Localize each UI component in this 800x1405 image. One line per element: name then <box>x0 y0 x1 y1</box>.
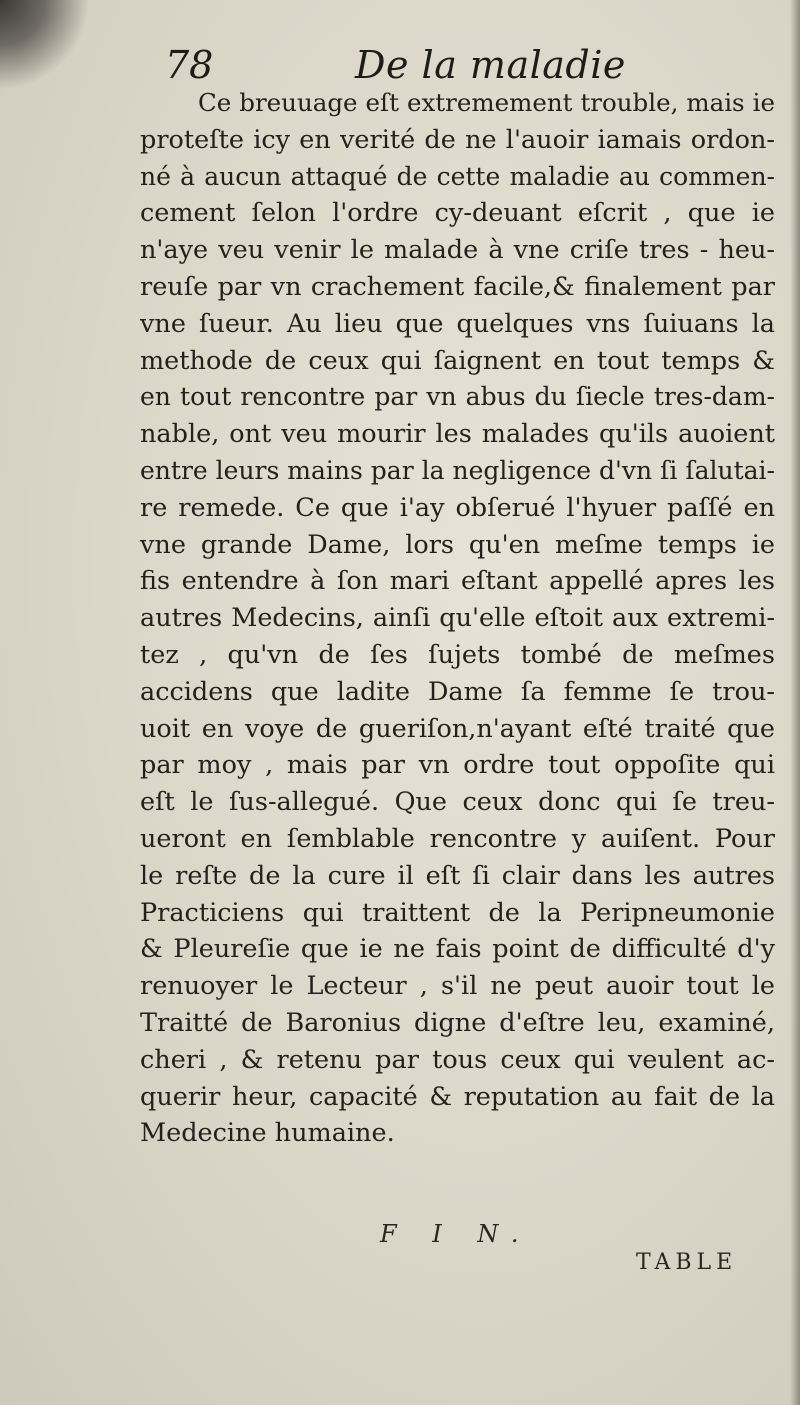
text-line: vne ſueur. Au lieu que quelques vns ſuiuans la <box>140 308 775 339</box>
running-title: De la maladie <box>355 43 626 87</box>
text-line: reuſe par vn crachement facile,& finalement par <box>140 271 775 302</box>
text-line: par moy , mais par vn ordre tout oppoſite qui <box>140 750 775 781</box>
text-line: Traitté de Baronius digne d'eſtre leu, examiné, <box>140 1007 775 1038</box>
text-line: eſt le ſus-allegué. Que ceux donc qui ſe treu- <box>140 787 775 818</box>
text-line: fis entendre à ſon mari eſtant appellé apres les <box>140 566 775 597</box>
text-line: né à aucun attaqué de cette maladie au commen- <box>140 161 775 191</box>
text-line: cement ſelon l'ordre cy-deuant eſcrit , que ie <box>140 198 775 229</box>
text-line: en tout rencontre par vn abus du ſiecle tres-dam- <box>140 382 775 412</box>
text-line: vne grande Dame, lors qu'en meſme temps ie <box>140 529 775 560</box>
text-line: autres Medecins, ainſi qu'elle eſtoit aux extremi- <box>140 603 775 634</box>
page-header <box>165 40 765 90</box>
text-line: cheri , & retenu par tous ceux qui veulent ac- <box>140 1044 775 1075</box>
text-line: le reſte de la cure il eſt ſi clair dans les autres <box>140 860 775 891</box>
catchword: TABLE <box>636 1250 738 1275</box>
text-line: Ce breuuage eſt extremement trouble, mais ie <box>198 88 775 117</box>
text-line: uoit en voye de gueriſon,n'ayant eſté traité que <box>140 713 775 744</box>
body-text <box>140 85 775 1152</box>
text-line: tez , qu'vn de ſes ſujets tombé de meſmes <box>140 639 775 670</box>
text-line: Practiciens qui traittent de la Peripneumonie <box>140 897 775 928</box>
text-line: & Pleureſie que ie ne fais point de difficulté d'y <box>140 934 775 965</box>
text-line: ueront en ſemblable rencontre y auiſent. Pour <box>140 823 775 854</box>
text-line: entre leurs mains par la negligence d'vn ſi ſalutai- <box>140 455 775 485</box>
text-line: querir heur, capacité & reputation au fait de la <box>140 1081 775 1112</box>
page-edge-shadow <box>790 0 800 1405</box>
page-corner-shadow <box>0 0 90 90</box>
text-line: n'aye veu venir le malade à vne criſe tres - heu- <box>140 235 775 266</box>
text-line: Medecine humaine. <box>140 1118 395 1149</box>
text-line: re remede. Ce que i'ay obſerué l'hyuer paſſé en <box>140 492 775 523</box>
text-line: methode de ceux qui ſaignent en tout temps & <box>140 345 775 376</box>
text-line: proteſte icy en verité de ne l'auoir iamais ordon- <box>140 124 775 155</box>
text-line: accidens que ladite Dame ſa femme ſe trou- <box>140 676 775 707</box>
text-line: renuoyer le Lecteur , s'il ne peut auoir tout le <box>140 971 775 1002</box>
page-number: 78 <box>165 43 214 87</box>
fin-mark: F I N. <box>380 1220 533 1248</box>
text-line: nable, ont veu mourir les malades qu'ils auoient <box>140 419 775 450</box>
